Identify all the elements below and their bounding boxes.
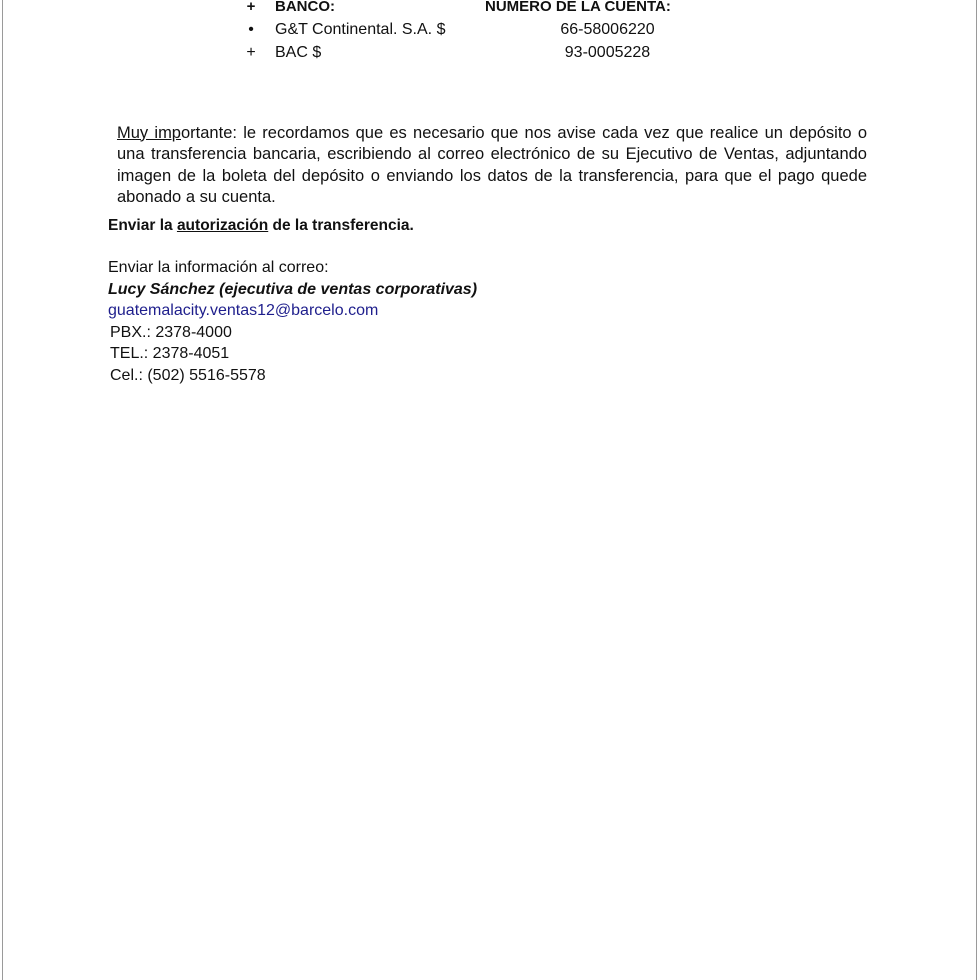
account-number: 66-58006220: [560, 21, 655, 38]
important-note-lead: ortante:: [181, 123, 237, 142]
contact-tel: TEL.: 2378-4051: [110, 345, 230, 362]
contact-block: [108, 257, 477, 386]
page-edge-right: [976, 0, 977, 980]
bullet-plus-icon: +: [246, 0, 256, 15]
contact-email-link[interactable]: guatemalacity.ventas12@barcelo.com: [108, 302, 379, 319]
send-authorization-underlined: autorización: [176, 217, 269, 234]
contact-name: Lucy Sánchez (ejecutiva de ventas corporativas): [108, 280, 478, 298]
send-authorization-text: Enviar la: [108, 217, 177, 234]
contact-cel: Cel.: (502) 5516-5578: [110, 366, 266, 384]
bank-column-header: BANCO:: [275, 0, 335, 15]
bank-name: G&T Continental. S.A. $: [275, 21, 446, 38]
account-column-header: NUMERO DE LA CUENTA:: [485, 0, 671, 15]
page-edge-left: [2, 0, 3, 980]
important-note-lead-underlined: Muy imp: [117, 123, 181, 142]
important-note: [117, 123, 867, 209]
bullet-dot-icon: •: [248, 21, 254, 38]
contact-pbx: PBX.: 2378-4000: [110, 323, 232, 341]
account-number: 93-0005228: [564, 44, 651, 61]
contact-intro: Enviar la información al correo:: [108, 259, 329, 276]
bank-table-header: [0, 0, 980, 18]
bank-row-bac: [0, 42, 980, 64]
send-authorization-heading: [108, 215, 414, 237]
important-note-body: le recordamos que es necesario que nos avise cada vez que realice un depósito o una transferencia bancaria, escribiendo al correo electrónico de su Ejecutivo de Ventas, adjuntando imagen de la boleta del depósito o enviando los datos de la transferencia, para que el pago quede abonado a su cuenta.: [117, 123, 867, 206]
bank-row-gt: [0, 19, 980, 41]
bullet-plus-icon: +: [246, 44, 256, 61]
bank-name: BAC $: [275, 44, 322, 61]
send-authorization-text-end: de la transferencia.: [268, 217, 414, 234]
